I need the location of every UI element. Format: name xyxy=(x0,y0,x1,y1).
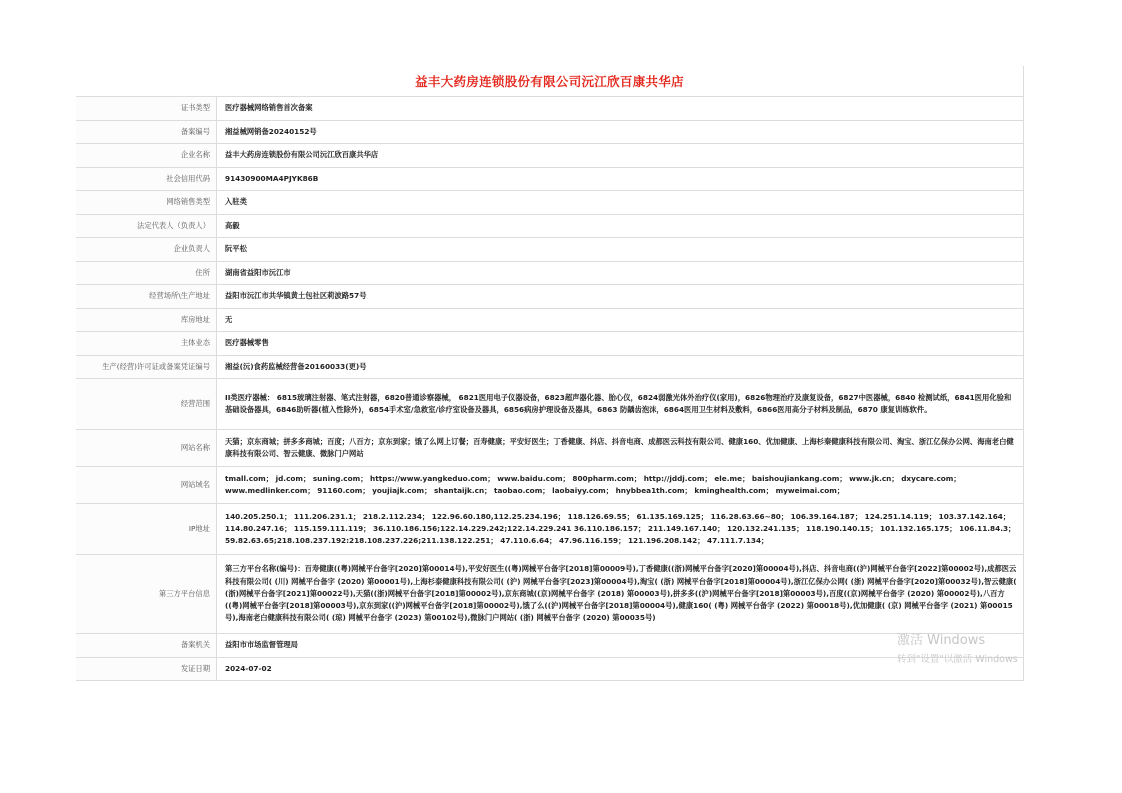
watermark-title: 激活 Windows xyxy=(897,633,986,648)
field-value: 湘益(沅)食药监械经营备20160033(更)号 xyxy=(217,355,1024,379)
field-value: 湖南省益阳市沅江市 xyxy=(217,261,1024,285)
field-label: 库房地址 xyxy=(76,308,217,332)
field-value: 医疗器械网络销售首次备案 xyxy=(217,97,1024,120)
table-row xyxy=(76,97,1024,120)
field-value: 2024-07-02 xyxy=(217,657,1024,681)
field-value: 高毅 xyxy=(217,214,1024,238)
field-value: 阮平松 xyxy=(217,238,1024,262)
table-row xyxy=(76,504,1024,555)
table-row xyxy=(76,379,1024,430)
watermark-subtitle: 转到"设置"以激活 Windows xyxy=(897,654,1018,665)
field-value: 医疗器械零售 xyxy=(217,332,1024,356)
field-label: 主体业态 xyxy=(76,332,217,356)
table-row xyxy=(76,167,1024,191)
table-row xyxy=(76,261,1024,285)
field-label: 备案机关 xyxy=(76,634,217,658)
field-value: II类医疗器械： 6815玻璃注射器、笔式注射器，6820普通诊察器械， 6821医用电子仪器设备，6823超声器化器、胎心仪，6824弱激光体外治疗仪(家用)，6826物理治疗及康复设备，6827中医器械，6840 检测试纸，6841医用化验和基础设备器具，6846助听器(植入性除外)，6854手术室/急救室/诊疗室设备及器具，6856病房护理设备及器具，6863 防龋齿泡沫，6864医用卫生材料及敷料，6866医用高分子材料及制品，6870 康复训练软件。 xyxy=(217,379,1024,430)
table-row xyxy=(76,430,1024,467)
table-row xyxy=(76,467,1024,504)
table-row xyxy=(76,191,1024,215)
field-label: 企业负责人 xyxy=(76,238,217,262)
field-value: 益丰大药房连锁股份有限公司沅江欣百康共华店 xyxy=(217,144,1024,168)
table-row xyxy=(76,214,1024,238)
field-label: 备案编号 xyxy=(76,120,217,144)
field-value: 91430900MA4PJYK86B xyxy=(217,167,1024,191)
table-row xyxy=(76,144,1024,168)
field-value: 益阳市市场监督管理局 xyxy=(217,634,1024,658)
table-row xyxy=(76,634,1024,658)
record-sheet xyxy=(76,66,1024,681)
field-label: 生产(经营)许可证或备案凭证编号 xyxy=(76,355,217,379)
table-row xyxy=(76,238,1024,262)
field-value: tmall.com； jd.com； suning.com； https://www.yangkeduo.com； www.baidu.com； 800pharm.com； http://jddj.com； ele.me； baishoujiankang.com； www.jk.cn； dxycare.com； www.medlinker.com； 91160.com； youjiajk.com； shantaijk.cn； taobao.com； laobaiyy.com； hnybbea1th.com； kminghealth.com； myweimai.com； xyxy=(217,467,1024,504)
field-label: 网站域名 xyxy=(76,467,217,504)
field-value: 益阳市沅江市共华镇黄土包社区莉波路57号 xyxy=(217,285,1024,309)
table-row xyxy=(76,555,1024,634)
field-label: 法定代表人（负责人） xyxy=(76,214,217,238)
table-row xyxy=(76,120,1024,144)
field-value: 天猫；京东商城；拼多多商城；百度；八百方；京东到家；饿了么网上订餐；百寿健康；平安好医生；丁香健康、抖店、抖音电商、成都医云科技有限公司、健康160、优加健康、上海杉秦健康科技有限公司、淘宝、浙江亿保办公网、海南老白健康科技有限公司、智云健康、微脉门户网站 xyxy=(217,430,1024,467)
field-label: 证书类型 xyxy=(76,97,217,120)
field-label: 网络销售类型 xyxy=(76,191,217,215)
field-label: 住所 xyxy=(76,261,217,285)
field-label: IP地址 xyxy=(76,504,217,555)
field-label: 网站名称 xyxy=(76,430,217,467)
field-value: 无 xyxy=(217,308,1024,332)
field-value: 第三方平台名称(编号)：百寿健康((粤)网械平台备字[2020]第00014号),平安好医生((粤)网械平台备字[2018]第00009号),丁香健康((浙)网械平台备字[2020]第00004号),抖店、抖音电商((沪)网械平台备字[2022]第00002号),成都医云科技有限公司( (川) 网械平台备字 (2020) 第00001号),上海杉泰健康科技有限公司( (沪) 网械平台备字[2023]第00004号),淘宝( (浙) 网械平台备字[2018]第00004号),浙江亿保办公网( (浙) 网械平台备字[2020]第00032号),智云健康( (浙)网械平台备字[2021]第00022号),天猫((浙)网械平台备字[2018]第00002号),京东商城((京)网械平台备字 (2018) 第00003号),拼多多((沪)网械平台备字[2018]第00003号),百度((京)网械平台备字 (2020) 第00002号),八百方((粤)网械平台备字[2018]第00003号),京东到家((沪)网械平台备字[2018]第00002号),饿了么((沪)网械平台备字[2018]第00004号),健康160( (粤) 网械平台备字 (2022) 第00018号),优加健康( (京) 网械平台备字 (2021) 第00015号),海南老白健康科技有限公司( (琼) 网械平台备字 (2023) 第00102号),微脉门户网站( (浙) 网械平台备字 (2020) 第00035号) xyxy=(217,555,1024,634)
field-label: 第三方平台信息 xyxy=(76,555,217,634)
table-row xyxy=(76,657,1024,681)
page-title: 益丰大药房连锁股份有限公司沅江欣百康共华店 xyxy=(415,74,684,89)
activation-watermark xyxy=(897,629,1018,665)
table-row xyxy=(76,308,1024,332)
field-label: 企业名称 xyxy=(76,144,217,168)
field-value: 140.205.250.1； 111.206.231.1； 218.2.112.234； 122.96.60.180,112.25.234.196； 118.126.69.55； 61.135.169.125； 116.28.63.66~80； 106.39.164.187； 124.251.14.119； 103.37.142.164； 114.80.247.16； 115.159.111.119； 36.110.186.156;122.14.229.242;122.14.229.241 36.110.186.157； 211.149.167.140； 120.132.241.135； 118.190.140.15； 101.132.165.175； 106.11.84.3； 59.82.63.65;218.108.237.192:218.108.237.226;211.138.122.251； 47.110.6.64； 47.96.116.159； 121.196.208.142； 47.111.7.134； xyxy=(217,504,1024,555)
table-row xyxy=(76,285,1024,309)
field-label: 发证日期 xyxy=(76,657,217,681)
field-value: 湘益械网销备20240152号 xyxy=(217,120,1024,144)
record-table xyxy=(76,97,1024,681)
table-row xyxy=(76,332,1024,356)
field-value: 入驻类 xyxy=(217,191,1024,215)
table-row xyxy=(76,355,1024,379)
field-label: 社会信用代码 xyxy=(76,167,217,191)
field-label: 经营范围 xyxy=(76,379,217,430)
field-label: 经营场所\生产地址 xyxy=(76,285,217,309)
title-row xyxy=(76,66,1024,97)
